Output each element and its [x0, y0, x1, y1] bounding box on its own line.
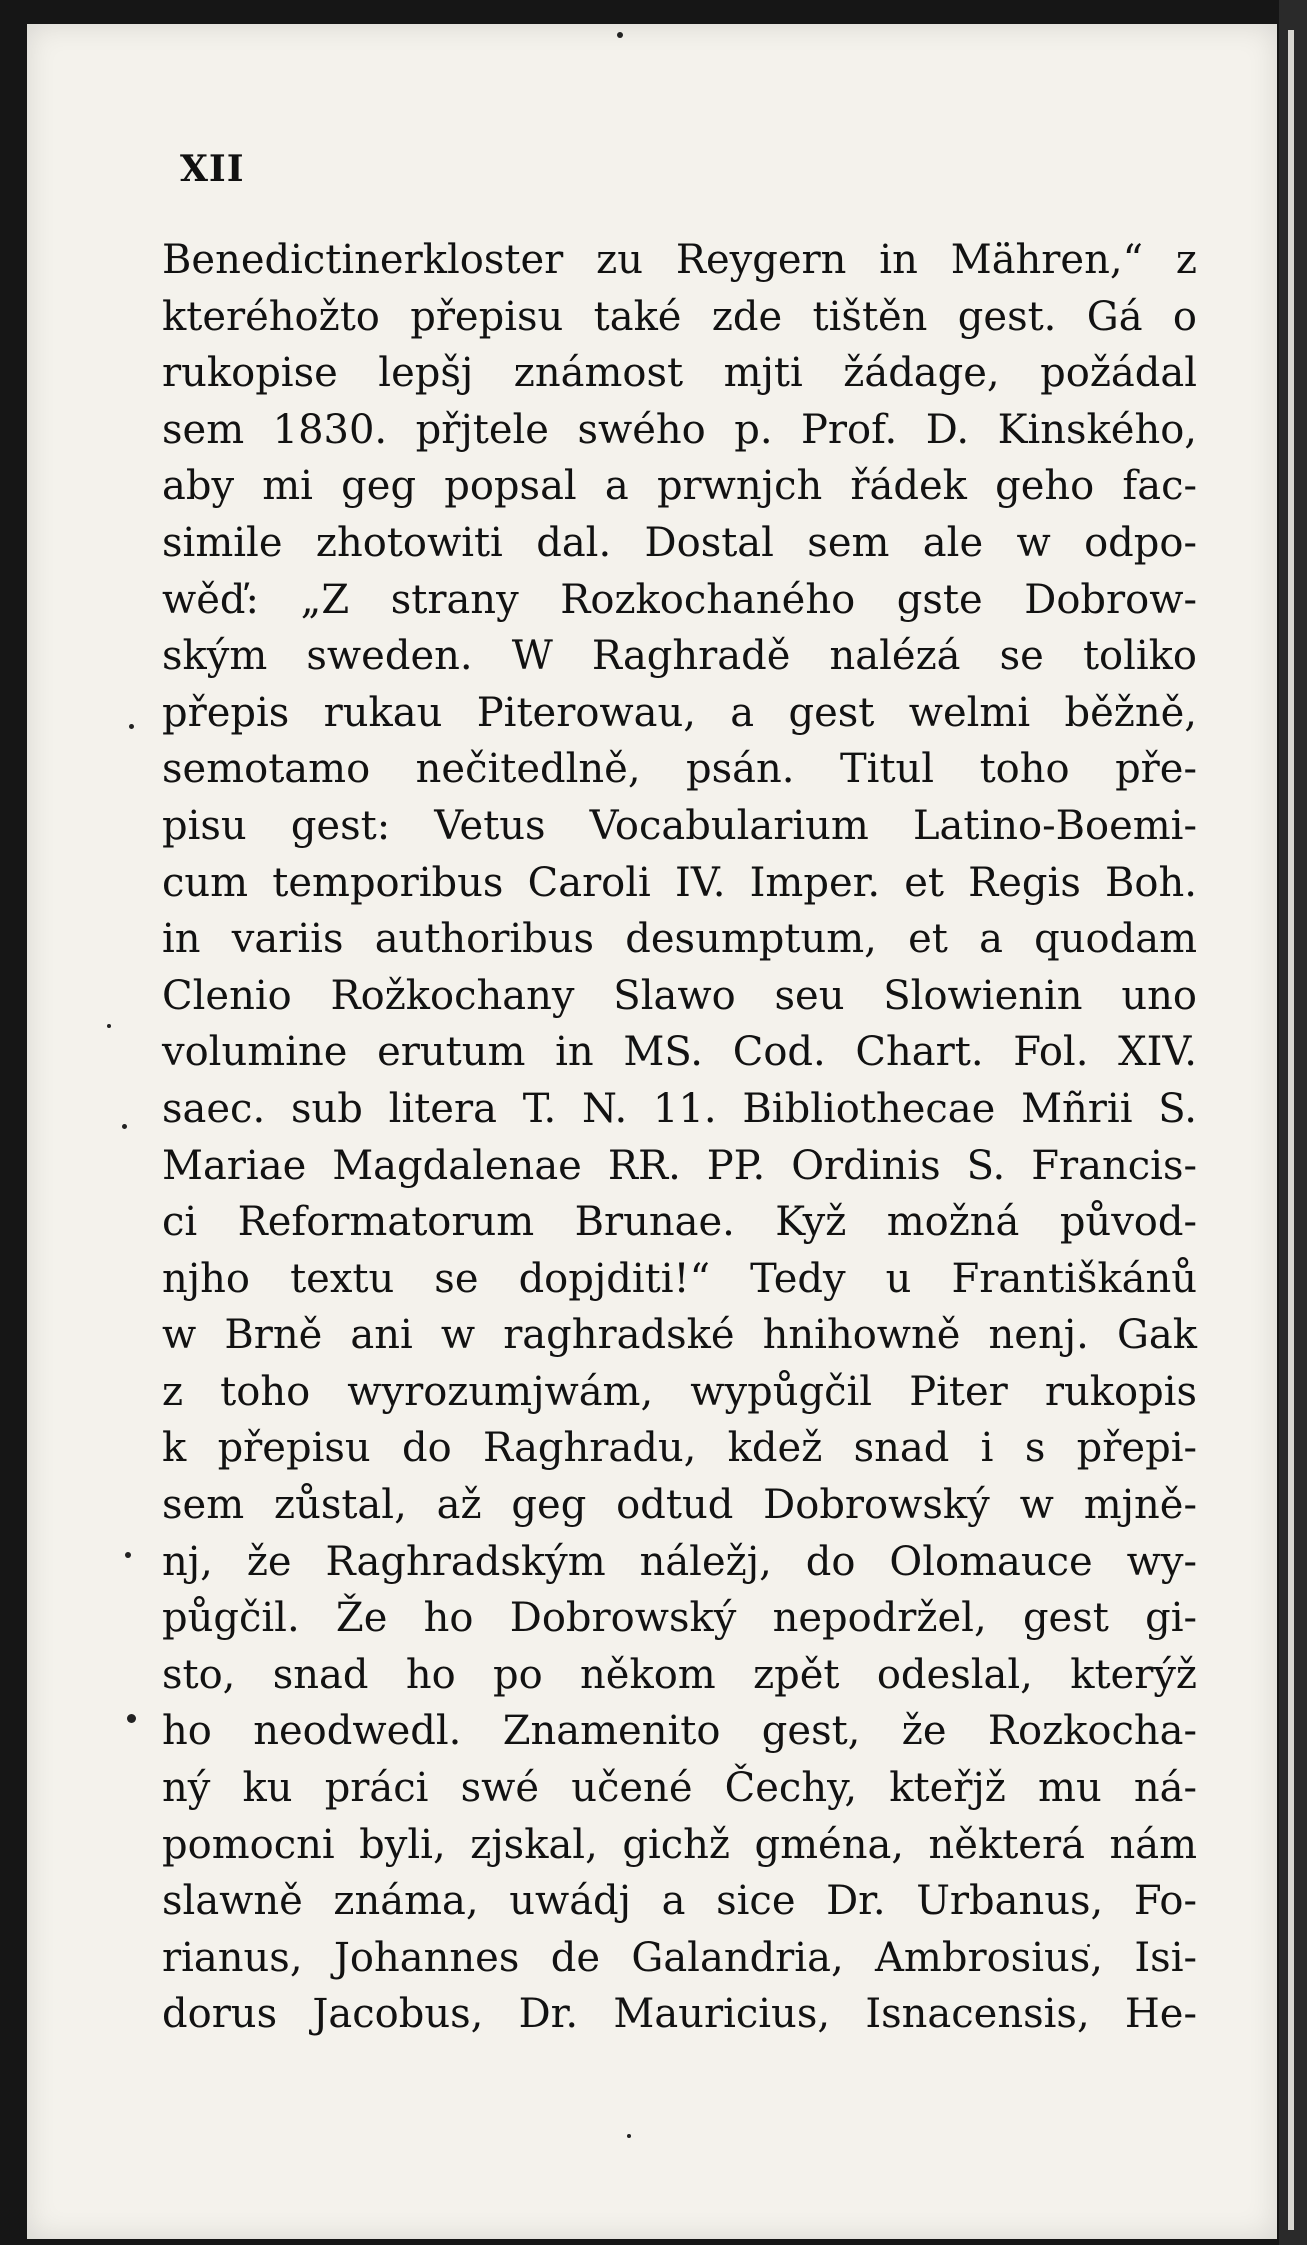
text-line: volumine erutum in MS. Cod. Chart. Fol. XIV. — [162, 1029, 1197, 1076]
text-line: z toho wyrozumjwám, wypůgčil Piter rukopis — [162, 1368, 1197, 1415]
text-line: ským sweden. W Raghradě nalézá se toliko — [162, 633, 1197, 680]
ink-speck — [125, 1552, 131, 1558]
text-line: Mariae Magdalenae RR. PP. Ordinis S. Francis- — [162, 1142, 1197, 1189]
text-line: půgčil. Že ho Dobrowský nepodržel, gest gi- — [162, 1595, 1197, 1642]
text-line: ci Reformatorum Brunae. Kyž možná původ- — [162, 1199, 1197, 1246]
text-line: njho textu se dopjditi!“ Tedy u Františkánů — [162, 1255, 1197, 1302]
text-line: sem 1830. přjtele swého p. Prof. D. Kinského, — [162, 406, 1197, 453]
text-line: pomocni byli, zjskal, gichž gména, některá nám — [162, 1821, 1197, 1868]
text-line: pisu gest: Vetus Vocabularium Latino-Boemi- — [162, 802, 1197, 849]
ink-speck — [107, 1024, 111, 1028]
text-line: cum temporibus Caroli IV. Imper. et Regis Boh. — [162, 859, 1197, 906]
body-text — [162, 232, 1197, 2043]
text-line: sto, snad ho po někom zpět odeslal, kterýž — [162, 1651, 1197, 1698]
text-line: kteréhožto přepisu také zde tištěn gest. Gá o — [162, 293, 1197, 340]
text-line: aby mi geg popsal a prwnjch řádek geho fac- — [162, 463, 1197, 510]
text-line: slawně známa, uwádj a sice Dr. Urbanus, Fo- — [162, 1878, 1197, 1925]
text-line: ný ku práci swé učené Čechy, kteřjž mu ná- — [162, 1765, 1197, 1812]
text-line: Benedictinerkloster zu Reygern in Mähren,“ z — [162, 237, 1197, 283]
page-number: XII — [180, 148, 245, 190]
ink-speck — [127, 1714, 136, 1723]
text-line: dorus Jacobus, Dr. Mauricius, Isnacensis, He- — [162, 1991, 1197, 2038]
text-line: w Brně ani w raghradské hnihowně nenj. Gak — [162, 1312, 1197, 1359]
ink-speck — [122, 1124, 127, 1129]
text-line: saec. sub litera T. N. 11. Bibliothecae Mñrii S. — [162, 1085, 1197, 1132]
text-line: k přepisu do Raghradu, kdež snad i s přepi- — [162, 1425, 1197, 1472]
ink-speck — [627, 2134, 631, 2138]
text-line: in variis authoribus desumptum, et a quodam — [162, 916, 1197, 963]
text-line: ho neodwedl. Znamenito gest, že Rozkocha- — [162, 1708, 1197, 1755]
ink-speck — [129, 724, 134, 729]
text-line: simile zhotowiti dal. Dostal sem ale w odpo- — [162, 519, 1197, 566]
text-line: semotamo nečitedlně, psán. Titul toho pře- — [162, 746, 1197, 793]
text-line: nj, že Raghradským náležj, do Olomauce wy- — [162, 1538, 1197, 1585]
ink-speck — [617, 32, 623, 38]
text-line: rianus, Johannes de Galandria, Ambrosius, Isi- — [162, 1934, 1197, 1981]
adjacent-page-edge — [1288, 30, 1294, 2230]
text-line: sem zůstal, až geg odtud Dobrowský w mjně- — [162, 1482, 1197, 1529]
text-line: rukopise lepšj známost mjti žádage, požádal — [162, 350, 1197, 397]
text-line: Clenio Rožkochany Slawo seu Slowienin uno — [162, 972, 1197, 1019]
text-line: přepis rukau Piterowau, a gest welmi běžně, — [162, 689, 1197, 736]
text-line: wěď: „Z strany Rozkochaného gste Dobrow- — [162, 576, 1197, 623]
